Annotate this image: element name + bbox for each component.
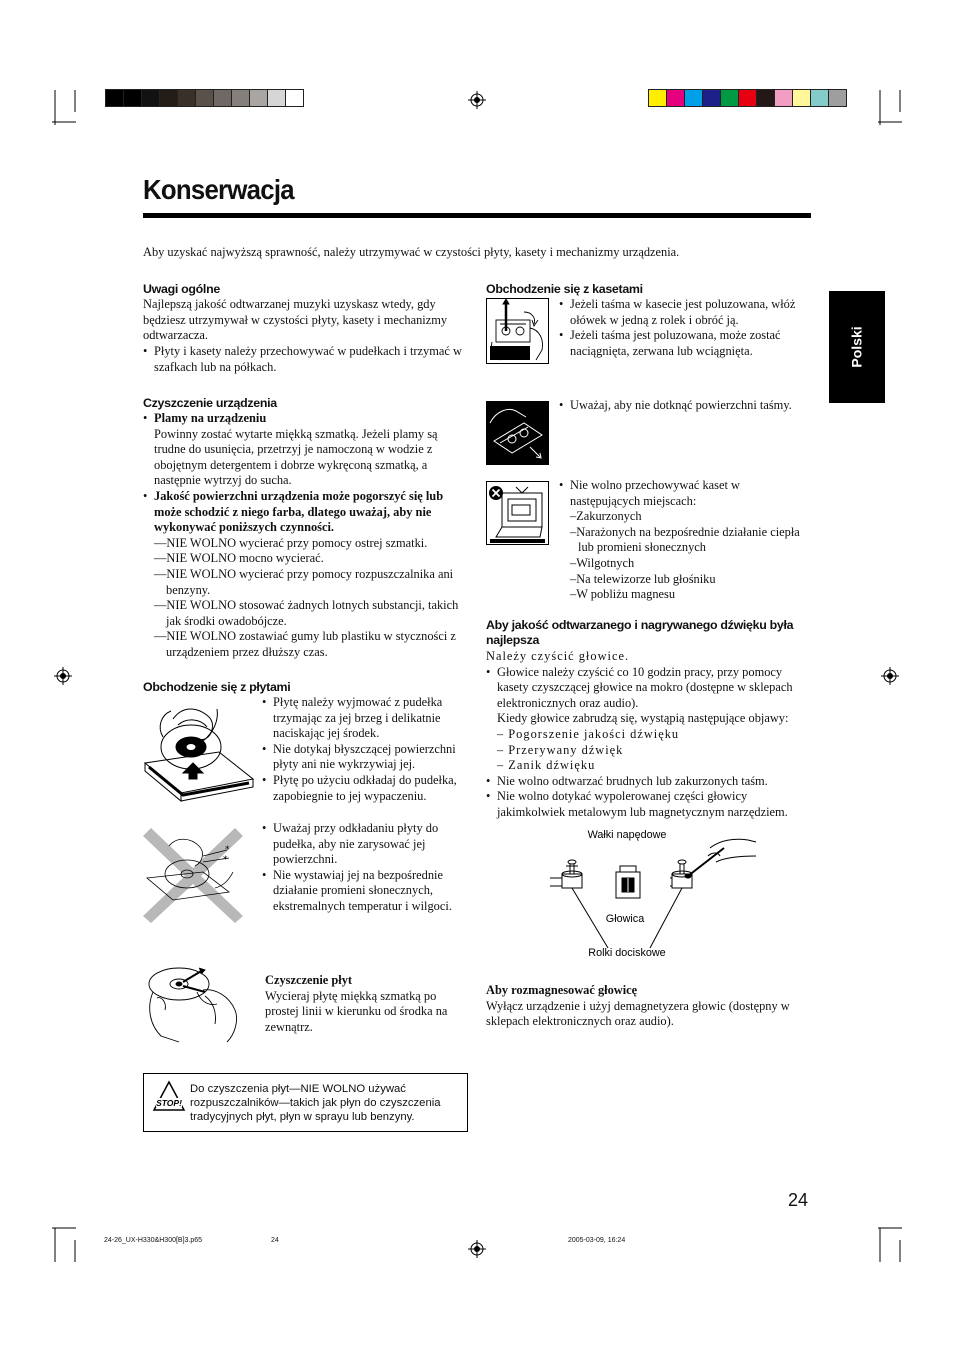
list-item [143, 489, 465, 536]
cassette-storage-illustration [486, 481, 549, 545]
symptom-item: – Pogorszenie jakości dźwięku [497, 726, 680, 741]
sound-intro: Należy czyścić głowice. [486, 649, 630, 663]
heading-sound-quality: Aby jakość odtwarzanego i nagrywanego dźwięku była najlepsza [486, 618, 794, 647]
symptom-item: – Zanik dźwięku [497, 758, 596, 773]
list-item: • Uważaj przy odkładaniu płyty do pudełka, aby nie zarysować jej powierzchni. [262, 821, 468, 868]
place-item: –W pobliżu magnesu [570, 587, 676, 602]
cassette-list-2 [559, 398, 811, 414]
registration-mark-top-icon [468, 91, 486, 109]
cassette-list-1 [559, 297, 811, 359]
list-item: • Płytę po użyciu odkładaj do pudełka, zapobiegnie to jej wypaczeniu. [262, 773, 468, 804]
dont-item: —NIE WOLNO wycierać przy pomocy ostrej szmatki. [154, 535, 428, 550]
stop-warning-text: Do czyszczenia płyt—NIE WOLNO używać rozpuszczalników—takich jak płyn do czyszczenia tradycyjnych płyt, płyn w sprayu lub benzyny. [190, 1083, 441, 1124]
disc-removal-illustration [143, 697, 255, 802]
disc-clean-text: Wycieraj płytę miękką szmatką po prostej linii w kierunku od środka na zewnątrz. [265, 988, 448, 1034]
footer-date: 2005-03-09, 16:24 [568, 1237, 626, 1244]
demag-block [486, 983, 812, 1030]
label-head: Głowica [605, 913, 645, 925]
svg-text:*: * [223, 855, 228, 865]
disc-cleaning-illustration [143, 962, 240, 1044]
dont-item: —NIE WOLNO wycierać przy pomocy rozpuszczalnika ani benzyny. [154, 566, 454, 597]
label-capstan: Wałki napędowe [587, 829, 667, 841]
general-text: Najlepszą jakość odtwarzanej muzyki uzyskasz wtedy, gdy będziesz utrzymywał w czystości płyty, kasety i mechanizmy odtwarzacza. [143, 297, 448, 343]
cassette-pencil-illustration [486, 298, 549, 364]
disc-list-1 [262, 695, 468, 804]
stains-title: Plamy na urządzeniu [154, 411, 267, 425]
svg-text:*: * [225, 845, 230, 855]
heading-cleaning: Czyszczenie urządzenia [143, 396, 277, 410]
general-list [143, 344, 465, 375]
list-item: • Nie wystawiaj jej na bezpośrednie działanie promieni słonecznych, ekstremalnych temperatur i wilgoci. [262, 868, 468, 915]
dont-item: —NIE WOLNO mocno wycierać. [154, 551, 324, 566]
demag-text: Wyłącz urządzenie i użyj demagnetyzera głowic (dostępny w sklepach elektronicznych oraz audio). [486, 998, 790, 1029]
place-item: –Zakurzonych [570, 509, 642, 524]
page-title: Konserwacja [143, 174, 294, 205]
stains-text: Powinny zostać wytarte miękką szmatką. Jeżeli plamy są trudne do usunięcia, przetrzyj je namoczoną w wodzie z obojętnym detergentem i dobrze wykręconą szmatką, a następnie wytrzyj do sucha. [154, 426, 438, 488]
sound-b1-cont: Kiedy głowice zabrudzą się, wystąpią następujące objawy: [497, 711, 789, 726]
heading-discs: Obchodzenie się z płytami [143, 680, 291, 694]
place-item: –Narażonych na bezpośrednie działanie ciepła lub promieni słonecznych [570, 524, 800, 555]
registration-mark-left-icon [54, 667, 72, 685]
cleaning-block [143, 411, 465, 661]
footer-page: 24 [271, 1237, 279, 1244]
stop-warning-box [143, 1073, 468, 1132]
place-item: –Wilgotnych [570, 555, 635, 570]
symptom-item: – Przerywany dźwięk [497, 742, 624, 757]
sound-block [486, 649, 812, 821]
list-item: • Płyty i kasety należy przechowywać w pudełkach i trzymać w szafkach lub na półkach. [143, 344, 465, 375]
side-tab-label: Polski [849, 326, 865, 368]
stop-warning-icon [152, 1080, 186, 1112]
footer-file: 24-26_UX-H330&H300[B]3.p65 [104, 1237, 203, 1244]
registration-mark-right-icon [881, 667, 899, 685]
label-pinch: Rolki dociskowe [588, 947, 666, 959]
list-item: • Płytę należy wyjmować z pudełka trzymając za jej brzeg i delikatnie naciskając jej środek. [262, 695, 468, 742]
list-item: • Nie wolno przechowywać kaset w następujących miejscach: [559, 478, 746, 509]
intro-text: Aby uzyskać najwyższą sprawność, należy utrzymywać w czystości płyty, kasety i mechanizmy urządzenia. [143, 245, 680, 259]
heading-cassettes: Obchodzenie się z kasetami [486, 282, 643, 296]
disc-clean-block [265, 973, 465, 1035]
list-item: • Nie wolno dotykać wypolerowanej części głowicy jakimkolwiek metalowym lub magnetycznym narzędziem. [486, 789, 812, 820]
cassette-storage-block [559, 478, 811, 603]
list-item: • Uważaj, aby nie dotknąć powierzchni taśmy. [559, 398, 811, 414]
title-rule [143, 213, 811, 218]
dont-item: —NIE WOLNO zostawiać gumy lub plastiku w styczności z urządzeniem przez dłuższy czas. [154, 629, 456, 659]
cassette-tape-illustration [486, 401, 549, 465]
registration-mark-bottom-icon [468, 1240, 486, 1258]
heading-general: Uwagi ogólne [143, 282, 220, 296]
list-item: • Jeżeli taśma jest poluzowana, może zostać naciągnięta, zerwana lub wciągnięta. [559, 328, 811, 359]
place-item: –Na telewizorze lub głośniku [570, 571, 716, 586]
list-item [143, 411, 465, 489]
list-item: • Nie dotykaj błyszczącej powierzchni płyty ani nie wykrzywiaj jej. [262, 742, 468, 773]
stop-icon-text: STOP! [156, 1098, 182, 1108]
warning-text: Jakość powierzchni urządzenia może pogorszyć się lub może schodzić z niego farba, dlatego uważaj, aby nie wykonywać poniższych czynności. [154, 488, 444, 535]
list-item: • Jeżeli taśma w kasecie jest poluzowana, włóż ołówek w jedną z rolek i obróć ją. [559, 297, 811, 328]
disc-list-2 [262, 821, 468, 915]
disc-clean-title: Czyszczenie płyt [265, 973, 353, 987]
side-tab-language [829, 291, 885, 403]
dont-item: —NIE WOLNO stosować żadnych lotnych substancji, takich jak środki owadobójcze. [154, 598, 459, 628]
list-item: • Nie wolno odtwarzać brudnych lub zakurzonych taśm. [486, 774, 812, 790]
sound-b1: Głowice należy czyścić co 10 godzin pracy, przy pomocy kasety czyszczącej głowice na mokro (dostępne w sklepach elektronicznych oraz audio). [497, 664, 793, 710]
list-item [486, 665, 812, 774]
page-number: 24 [788, 1190, 809, 1210]
demag-title: Aby rozmagnesować głowicę [486, 983, 638, 997]
disc-forbidden-illustration [143, 828, 243, 923]
tape-head-diagram [548, 826, 758, 976]
